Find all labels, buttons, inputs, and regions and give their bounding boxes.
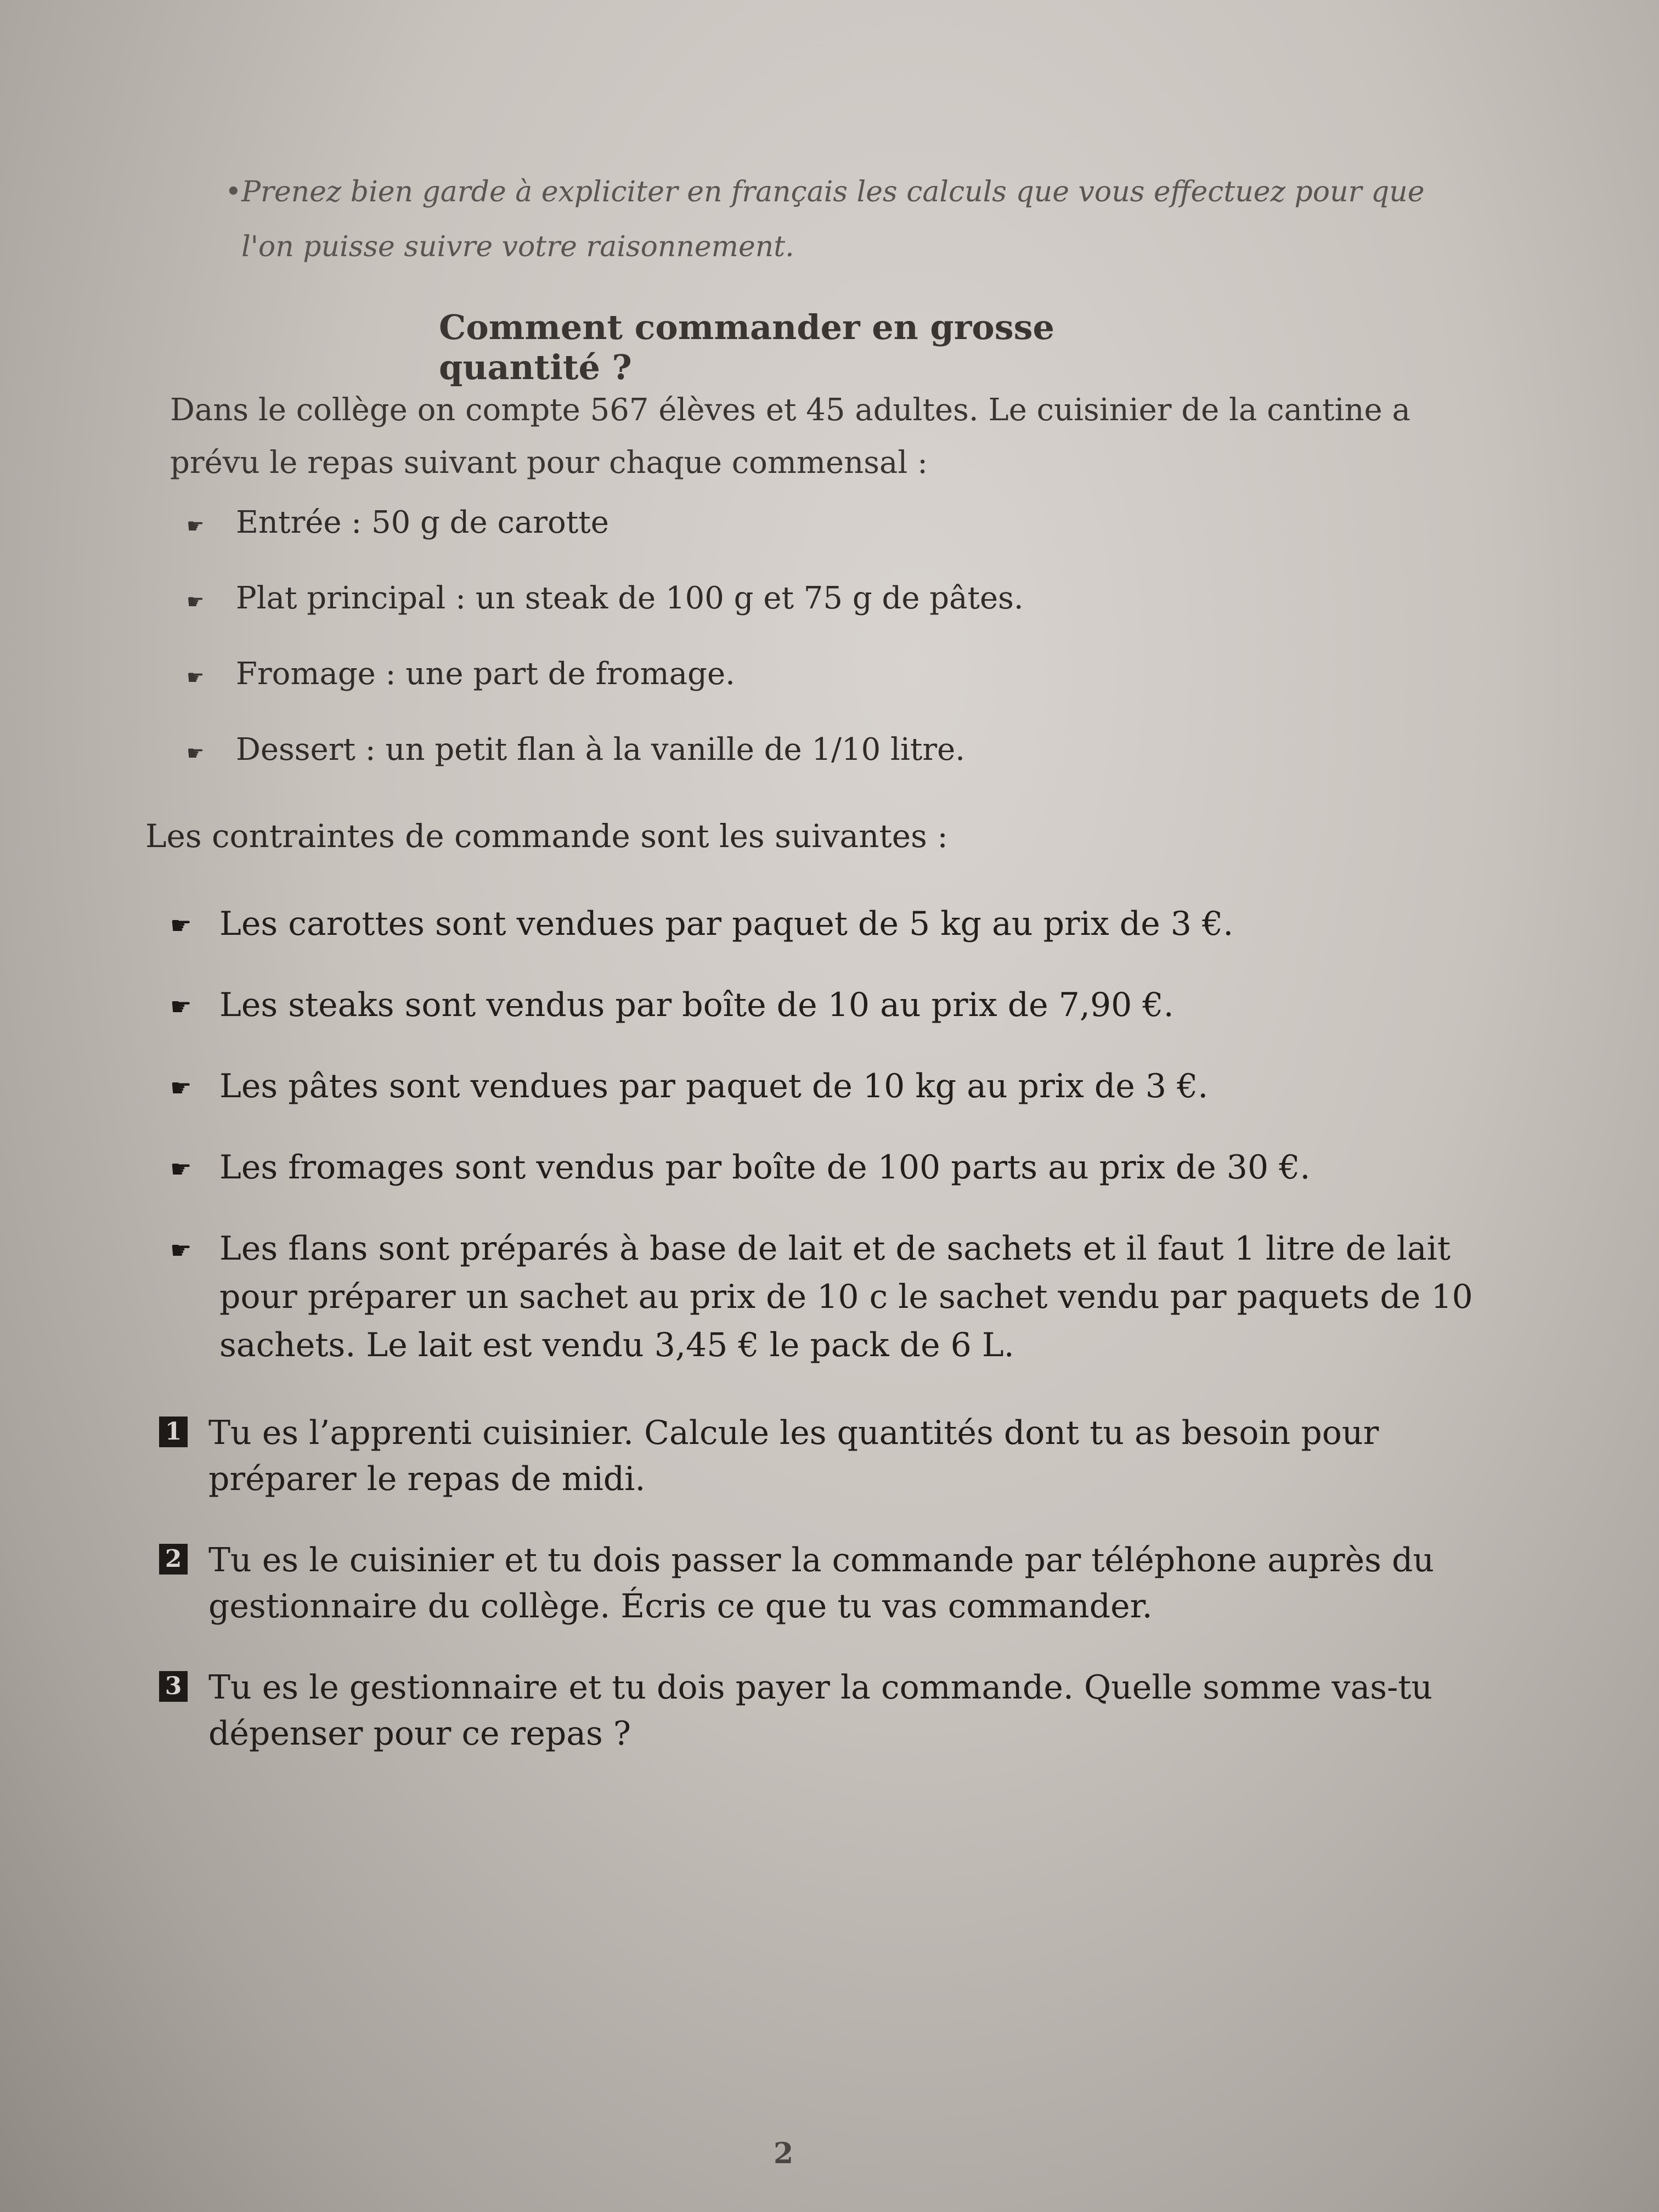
menu-item-text: Dessert : un petit flan à la vanille de 1/10 litre. — [236, 732, 966, 768]
pointing-hand-icon: ☛ — [187, 742, 205, 765]
pointing-hand-icon: ☛ — [187, 515, 205, 538]
constraint-item — [170, 900, 1487, 950]
pointing-hand-icon: ☛ — [170, 993, 192, 1021]
pointing-hand-icon: ☛ — [187, 591, 205, 613]
question-item — [159, 1537, 1476, 1629]
menu-item — [187, 656, 1448, 732]
question-item — [159, 1664, 1476, 1757]
menu-list — [187, 505, 1448, 808]
questions-list — [159, 1410, 1476, 1792]
constraint-text: Les fromages sont vendus par boîte de 100 parts au prix de 30 €. — [219, 1148, 1311, 1187]
question-item — [159, 1410, 1476, 1502]
constraint-item — [170, 981, 1487, 1031]
question-text: Tu es le cuisinier et tu dois passer la commande par téléphone auprès du gestionnaire du collège. Écris ce que tu vas commander. — [208, 1541, 1435, 1626]
constraints-heading: Les contraintes de commande sont les suivantes : — [145, 817, 948, 855]
pointing-hand-icon: ☛ — [170, 1074, 192, 1102]
constraint-item — [170, 1143, 1487, 1194]
intro-paragraph: Dans le collège on compte 567 élèves et 45 adultes. Le cuisinier de la cantine a prévu le repas suivant pour chaque commensal : — [170, 392, 1410, 481]
question-number-badge: 1 — [159, 1417, 188, 1447]
pointing-hand-icon: ☛ — [170, 1155, 192, 1183]
menu-item-text: Fromage : une part de fromage. — [236, 656, 735, 692]
menu-item-text: Plat principal : un steak de 100 g et 75 g de pâtes. — [236, 580, 1024, 616]
menu-item — [187, 580, 1448, 656]
page-title: Comment commander en grosse quantité ? — [439, 307, 1054, 387]
tip-text: Prenez bien garde à expliciter en français les calculs que vous effectuez pour que l'on puisse suivre votre raisonnement. — [241, 176, 1425, 263]
question-text: Tu es l’apprenti cuisinier. Calcule les quantités dont tu as besoin pour préparer le repas de midi. — [208, 1414, 1379, 1498]
constraint-text: Les flans sont préparés à base de lait et de sachets et il faut 1 litre de lait pour préparer un sachet au prix de 10 c le sachet vendu par paquets de 10 sachets. Le lait est vendu 3,45 € le pack de 6 L. — [219, 1229, 1473, 1364]
page-number: 2 — [774, 2137, 794, 2170]
pointing-hand-icon: ☛ — [187, 667, 205, 689]
pointing-hand-icon: ☛ — [170, 912, 192, 940]
constraint-text: Les carottes sont vendues par paquet de 5 kg au prix de 3 €. — [219, 905, 1234, 943]
instruction-tip — [225, 165, 1465, 274]
question-number-badge: 2 — [159, 1544, 188, 1575]
constraints-list — [170, 900, 1487, 1400]
menu-item — [187, 505, 1448, 580]
question-text: Tu es le gestionnaire et tu dois payer la commande. Quelle somme vas-tu dépenser pour ce repas ? — [208, 1668, 1433, 1753]
constraint-item — [170, 1062, 1487, 1113]
constraint-text: Les steaks sont vendus par boîte de 10 au prix de 7,90 €. — [219, 986, 1174, 1024]
bullet-icon: • — [225, 176, 242, 208]
question-number-badge: 3 — [159, 1671, 188, 1702]
pointing-hand-icon: ☛ — [170, 1237, 192, 1265]
menu-item — [187, 732, 1448, 808]
menu-item-text: Entrée : 50 g de carotte — [236, 505, 609, 540]
constraint-item — [170, 1224, 1487, 1369]
constraint-text: Les pâtes sont vendues par paquet de 10 kg au prix de 3 €. — [219, 1067, 1209, 1105]
